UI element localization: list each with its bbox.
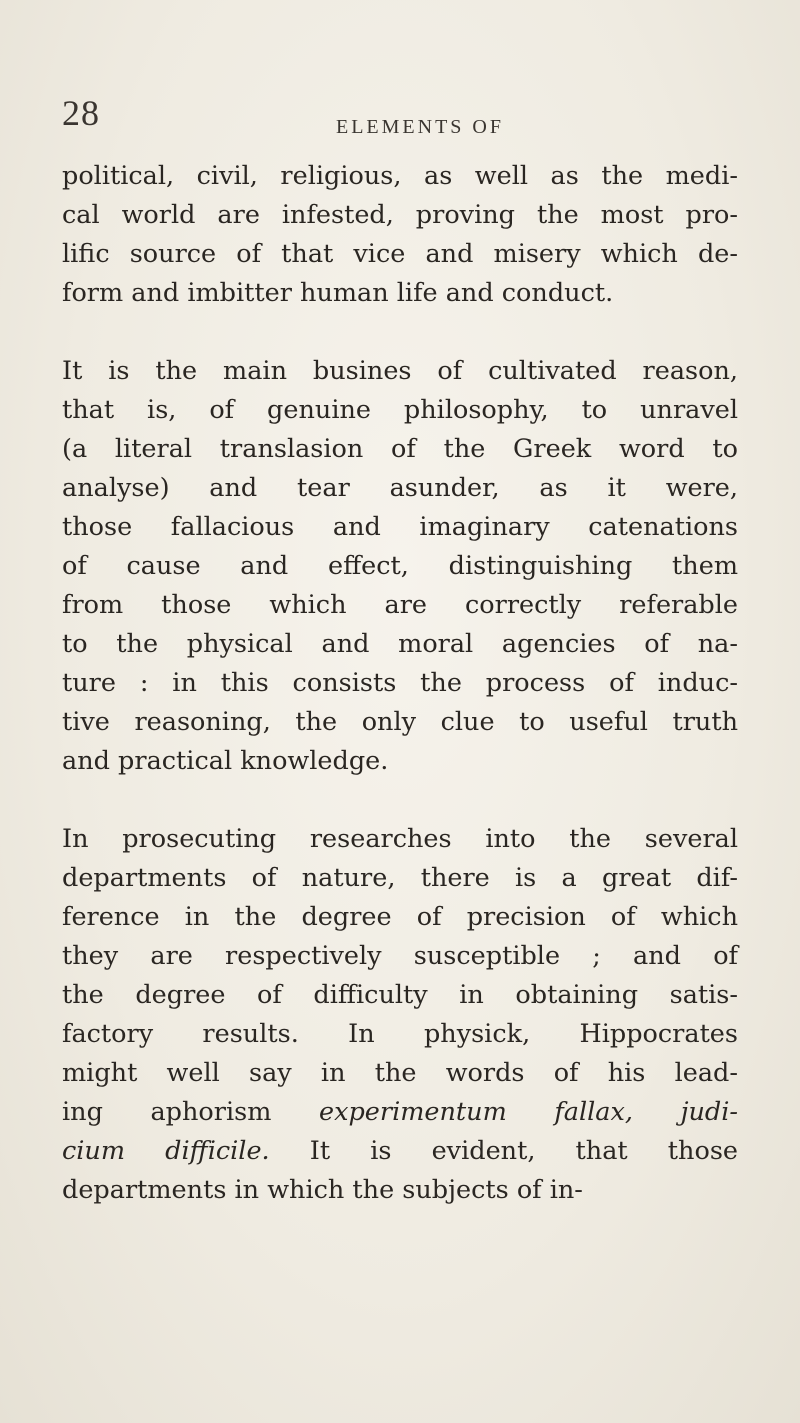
text-line: the degree of difficulty in obtaining satis- bbox=[62, 980, 738, 1010]
page-number: 28 bbox=[62, 93, 100, 133]
text-line: lific source of that vice and misery which de- bbox=[62, 239, 738, 269]
text-line: factory results. In physick, Hippocrates bbox=[62, 1019, 738, 1049]
paragraph-gap bbox=[62, 781, 738, 820]
text-line: and practical knowledge. bbox=[62, 746, 389, 776]
text-span: It is evident, that those bbox=[309, 1136, 738, 1166]
italic-phrase: difficile. bbox=[165, 1136, 270, 1166]
text-line-mixed bbox=[62, 1132, 738, 1171]
text-line: form and imbitter human life and conduct. bbox=[62, 278, 614, 308]
text-line: that is, of genuine philosophy, to unravel bbox=[62, 395, 738, 425]
text-line: departments of nature, there is a great dif- bbox=[62, 863, 738, 893]
text-line: ference in the degree of precision of which bbox=[62, 902, 738, 932]
text-line-mixed bbox=[62, 1093, 738, 1132]
text-span: ing aphorism bbox=[62, 1097, 272, 1127]
paragraph-gap bbox=[62, 313, 738, 352]
text-line: It is the main busines of cultivated reason, bbox=[62, 356, 738, 386]
text-line: those fallacious and imaginary catenations bbox=[62, 512, 738, 542]
running-head: ELEMENTS OF bbox=[336, 116, 504, 138]
body-text bbox=[62, 157, 738, 1210]
italic-phrase: experimentum fallax, judi- bbox=[319, 1097, 739, 1127]
text-line: from those which are correctly referable bbox=[62, 590, 738, 620]
text-line: (a literal translasion of the Greek word to bbox=[62, 434, 738, 464]
text-line: they are respectively susceptible ; and of bbox=[62, 941, 738, 971]
text-line: might well say in the words of his lead- bbox=[62, 1058, 738, 1088]
italic-phrase: cium bbox=[62, 1136, 126, 1166]
text-line: analyse) and tear asunder, as it were, bbox=[62, 473, 738, 503]
text-line: of cause and effect, distinguishing them bbox=[62, 551, 738, 581]
text-line: to the physical and moral agencies of na- bbox=[62, 629, 738, 659]
text-line: cal world are infested, proving the most pro- bbox=[62, 200, 738, 230]
text-line: In prosecuting researches into the several bbox=[62, 824, 738, 854]
text-line: departments in which the subjects of in- bbox=[62, 1175, 583, 1205]
text-line: political, civil, religious, as well as the medi- bbox=[62, 161, 738, 191]
text-line: tive reasoning, the only clue to useful truth bbox=[62, 707, 738, 737]
text-line: ture : in this consists the process of induc- bbox=[62, 668, 738, 698]
